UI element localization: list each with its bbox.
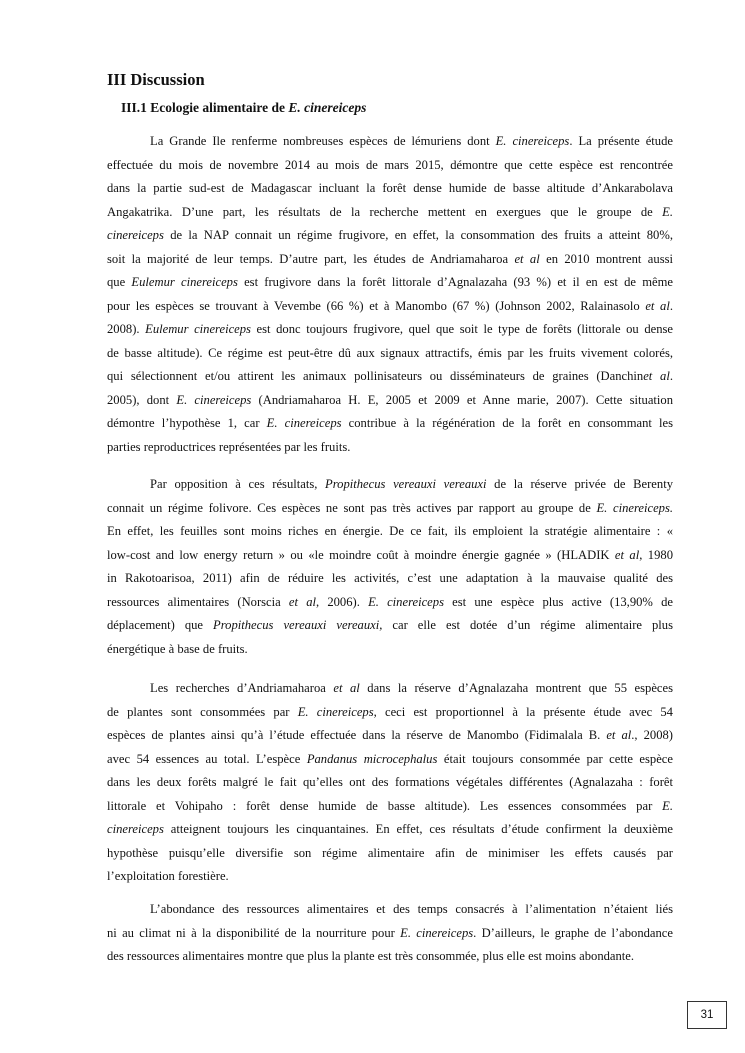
subsection-heading-prefix: III.1 Ecologie alimentaire de — [121, 100, 289, 115]
text-segment: , 2006). — [316, 594, 369, 609]
text-segment: était toujours consommée par cette espèce — [437, 751, 673, 766]
text-line — [107, 724, 673, 748]
text-segment: est donc toujours frugivore, quel que soit le type de forêts (littorale ou dense — [250, 322, 673, 336]
text-line — [107, 154, 673, 178]
text-segment: de la réserve privée de Berenty — [486, 477, 673, 491]
text-line — [107, 771, 673, 795]
text-segment: Les recherches d’Andriamaharoa — [150, 681, 334, 695]
text-line — [107, 271, 673, 295]
text-line — [107, 567, 673, 591]
text-segment: des ressources alimentaires montre que plus la plante est très consommée, plus elle est moins abondante. — [107, 949, 635, 963]
text-segment: pour les espèces se trouvant à Vevembe (66 %) et à Manombo (67 %) (Johnson 2002, Ralainasolo — [107, 298, 646, 313]
paragraph — [107, 898, 673, 969]
text-segment: . — [669, 298, 673, 313]
text-line — [107, 436, 673, 460]
text-line — [107, 945, 673, 969]
text-segment: ressources alimentaires (Norscia — [107, 594, 289, 609]
text-segment: , ceci est proportionnel à la présente étude avec 54 — [373, 704, 673, 719]
text-segment: avec 54 essences au total. L’espèce — [107, 751, 307, 766]
text-line — [107, 898, 673, 922]
italic-text: et al — [645, 298, 670, 313]
text-line — [107, 865, 673, 889]
text-segment: . La présente étude — [569, 134, 673, 148]
text-segment: dans la réserve d’Agnalazaha montrent que 55 espèces — [359, 681, 673, 695]
text-segment: car elle est dotée d’un régime alimentaire plus — [382, 618, 674, 632]
text-line — [107, 818, 673, 842]
text-line — [107, 201, 673, 225]
text-segment: parties reproductrices représentées par les fruits. — [107, 439, 351, 454]
italic-text: E. — [662, 798, 673, 813]
text-segment: de la NAP connait un régime frugivore, en effet, la consommation des fruits a atteint 80%, — [163, 228, 673, 242]
text-segment: que — [107, 275, 132, 289]
text-segment: de plantes sont consommées par — [107, 704, 298, 719]
text-line — [107, 638, 673, 662]
italic-text: et al — [643, 369, 670, 383]
text-line — [107, 922, 673, 946]
italic-text: et al — [606, 728, 632, 742]
text-segment: L’abondance des ressources alimentaires et des temps consacrés à l’alimentation n’étaient liés — [150, 902, 673, 916]
section-heading: III Discussion — [107, 70, 205, 89]
text-segment: effectuée du mois de novembre 2014 au mois de mars 2015, démontre que cette espèce est rencontrée — [107, 157, 673, 172]
text-line — [107, 389, 673, 413]
text-segment: . — [669, 369, 673, 383]
text-segment: ni au climat ni à la disponibilité de la nourriture pour — [107, 925, 401, 940]
text-line — [107, 544, 673, 568]
text-line — [107, 795, 673, 819]
text-line — [107, 497, 673, 521]
text-line — [107, 295, 673, 319]
text-segment: 2005), dont — [107, 392, 177, 407]
paragraph — [107, 677, 673, 889]
text-segment: 2008). — [107, 322, 146, 336]
italic-text: et al — [614, 547, 640, 562]
subsection-heading-species: E. cinereiceps — [288, 100, 367, 115]
text-line — [107, 473, 673, 497]
text-segment: est frugivore dans la forêt littorale d’Agnalazaha (93 %) et il en est de même — [237, 275, 673, 289]
text-segment: qui sélectionnent et/ou attirent les animaux pollinisateurs ou disséminateurs de graines (Danchin — [107, 369, 644, 383]
text-line — [107, 318, 673, 342]
italic-text: E. cinereiceps. — [596, 500, 674, 515]
text-segment: atteignent toujours les cinquantaines. En effet, ces résultats d’étude confirment la deuxième — [163, 822, 673, 836]
text-segment: in Rakotoarisoa, 2011) afin de réduire les activités, c’est une adaptation à la mauvaise qualité des — [107, 571, 673, 585]
text-line — [107, 591, 673, 615]
italic-text: E. cinereiceps — [400, 925, 474, 940]
text-line — [107, 748, 673, 772]
paragraph — [107, 130, 673, 459]
italic-text: cinereiceps — [107, 822, 164, 836]
italic-text: Eulemur cinereiceps — [145, 322, 251, 336]
text-line — [107, 224, 673, 248]
italic-text: Propithecus vereauxi vereauxi, — [213, 618, 383, 632]
italic-text: et al — [333, 681, 360, 695]
text-segment: , 1980 — [639, 547, 673, 562]
text-line — [107, 130, 673, 154]
italic-text: Propithecus vereauxi vereauxi — [325, 477, 487, 491]
text-line — [107, 520, 673, 544]
italic-text: E. cinereiceps — [368, 594, 444, 609]
italic-text: E. cinereiceps — [297, 704, 374, 719]
text-line — [107, 342, 673, 366]
text-segment: hypothèse puisqu’elle diversifie son régime alimentaire afin de minimiser les effets causés par — [107, 845, 673, 860]
italic-text: cinereiceps — [107, 228, 164, 242]
text-segment: espèces de plantes ainsi qu’à l’étude effectuée dans la réserve de Manombo (Fidimalala B. — [107, 728, 607, 742]
text-segment: déplacement) que — [107, 618, 214, 632]
text-segment: dans la partie sud-est de Madagascar incluant la forêt dense humide de basse altitude d’Ankarabolava — [107, 181, 673, 195]
text-segment: démontre l’hypothèse 1, car — [107, 416, 267, 430]
text-line — [107, 177, 673, 201]
text-segment: dans les deux forêts malgré le fait qu’elles ont des formations végétales différentes (Agnalazaha : forêt — [107, 775, 673, 789]
text-segment: est une espèce plus active (13,90% de — [443, 594, 673, 609]
text-segment: En effet, les feuilles sont moins riches en énergie. De ce fait, ils emploient la stratégie alimentaire : « — [107, 524, 673, 538]
text-line — [107, 248, 673, 272]
subsection-heading — [121, 100, 366, 116]
text-segment: . D’ailleurs, le graphe de l’abondance — [473, 925, 673, 940]
text-line — [107, 842, 673, 866]
text-segment: de basse altitude). Ce régime est peut-être dû aux signaux attractifs, émis par les fruits vivement colorés, — [107, 345, 673, 360]
text-segment: Angakatrika. D’une part, les résultats de la recherche mettent en exergues que le groupe de — [107, 204, 663, 219]
italic-text: E. cinereiceps — [495, 134, 570, 148]
italic-text: Pandanus microcephalus — [306, 751, 438, 766]
text-segment: connait un régime folivore. Ces espèces ne sont pas très actives par rapport au groupe de — [107, 500, 597, 515]
text-segment: contribue à la régénération de la forêt en consommant les — [341, 416, 674, 430]
text-segment: soit la majorité de leur temps. D’autre part, les études de Andriamaharoa — [107, 251, 515, 266]
text-segment: l’exploitation forestière. — [107, 869, 229, 883]
text-line — [107, 412, 673, 436]
text-segment: low-cost and low energy return » ou «le moindre coût à moindre énergie gagnée » (HLADIK — [107, 547, 615, 562]
text-segment: Par opposition à ces résultats, — [150, 477, 326, 491]
text-segment: littorale et Vohipaho : forêt dense humide de basse altitude). Les essences consommées par — [107, 798, 663, 813]
italic-text: E. cinereiceps — [266, 416, 342, 430]
italic-text: et al — [288, 594, 316, 609]
text-line — [107, 677, 673, 701]
paragraph — [107, 473, 673, 661]
italic-text: et al — [514, 251, 540, 266]
text-segment: énergétique à base de fruits. — [107, 641, 248, 656]
text-line — [107, 365, 673, 389]
text-line — [107, 701, 673, 725]
text-line — [107, 614, 673, 638]
text-segment: (Andriamaharoa H. E, 2005 et 2009 et Anne marie, 2007). Cette situation — [251, 392, 673, 407]
text-segment: en 2010 montrent aussi — [539, 251, 673, 266]
italic-text: E. — [662, 204, 673, 219]
text-segment: La Grande Ile renferme nombreuses espèces de lémuriens dont — [150, 134, 496, 148]
text-segment: ., 2008) — [631, 728, 673, 742]
italic-text: E. cinereiceps — [176, 392, 252, 407]
italic-text: Eulemur cinereiceps — [131, 275, 238, 289]
page-number: 31 — [687, 1001, 727, 1029]
